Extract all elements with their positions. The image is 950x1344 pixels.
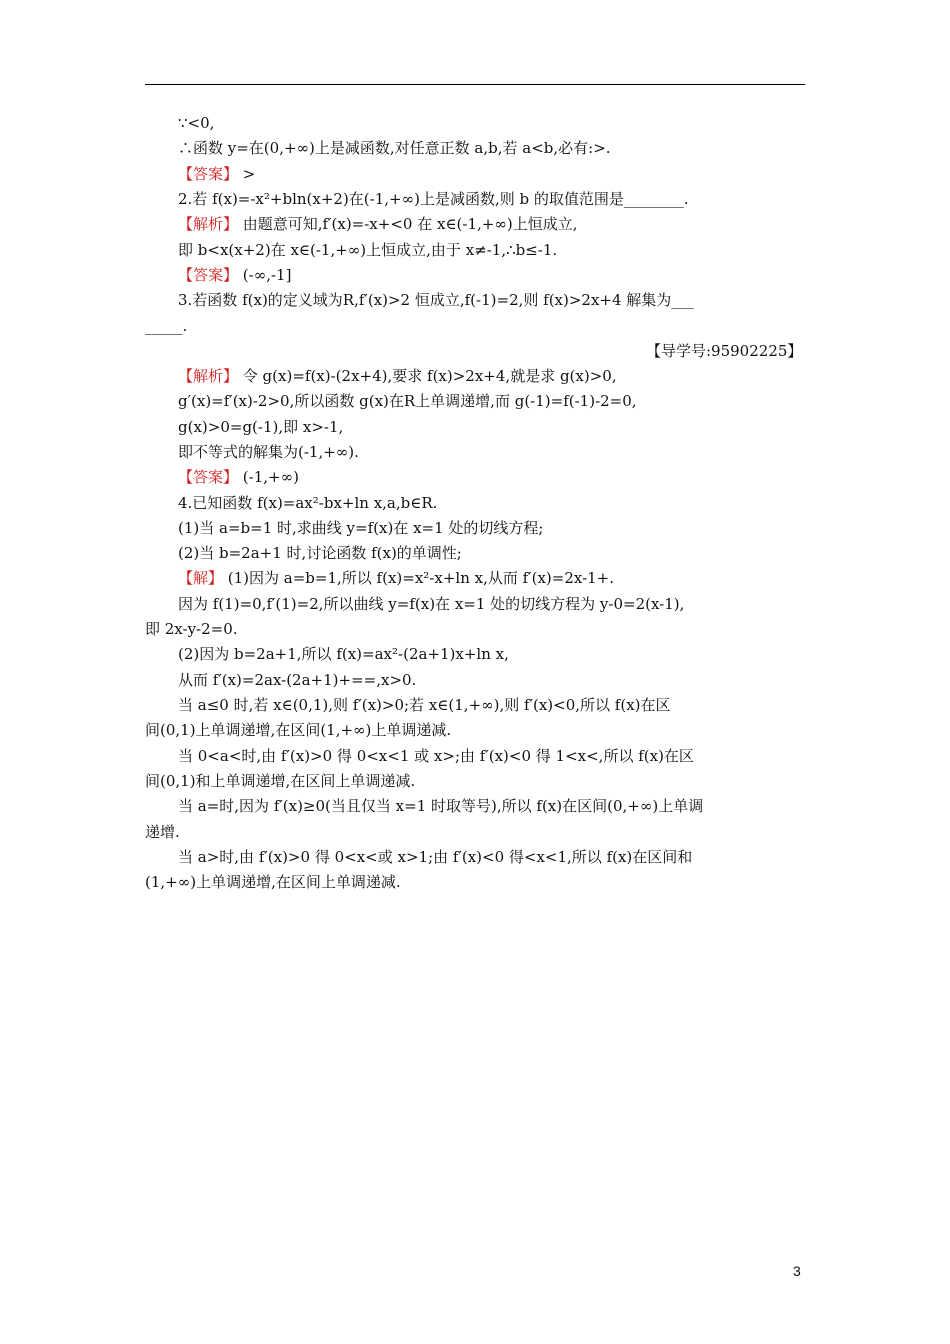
line-text: 因为 f(1)=0,f′(1)=2,所以曲线 y=f(x)在 x=1 处的切线方程为 y-0=2(x-1), <box>178 595 685 613</box>
section-tag: 【答案】 <box>178 165 239 183</box>
text-line <box>178 644 509 664</box>
text-line <box>178 493 437 513</box>
line-text: 当 a=时,因为 f′(x)≥0(当且仅当 x=1 时取等号),所以 f(x)在区间(0,+∞)上单调 <box>178 797 704 815</box>
line-text: 即 b<x(x+2)在 x∈(-1,+∞)上恒成立,由于 x≠-1,∴b≤-1. <box>178 241 558 259</box>
line-text: 当 a>时,由 f′(x)>0 得 0<x<或 x>1;由 f′(x)<0 得<x<1,所以 f(x)在区间和 <box>178 848 693 866</box>
text-line <box>178 670 416 690</box>
line-text: (1)因为 a=b=1,所以 f(x)=x²-x+ln x,从而 f′(x)=2x-1+. <box>223 569 615 587</box>
text-line <box>178 214 577 234</box>
line-text: 2.若 f(x)=-x²+bln(x+2)在(-1,+∞)上是减函数,则 b 的取值范围是________. <box>178 190 689 208</box>
text-line <box>145 720 451 740</box>
line-text: (-1,+∞) <box>238 468 299 486</box>
text-line <box>178 568 614 588</box>
text-line <box>178 796 703 816</box>
line-text: 令 g(x)=f(x)-(2x+4),要求 f(x)>2x+4,就是求 g(x)>0, <box>238 367 617 385</box>
text-line <box>178 417 343 437</box>
line-text: 即不等式的解集为(-1,+∞). <box>178 443 359 461</box>
line-text: 即 2x-y-2=0. <box>145 620 238 638</box>
line-text: ∵<0, <box>178 114 215 132</box>
line-text: (2)因为 b=2a+1,所以 f(x)=ax²-(2a+1)x+ln x, <box>178 645 509 663</box>
text-line <box>178 240 557 260</box>
line-text: 当 a≤0 时,若 x∈(0,1),则 f′(x)>0;若 x∈(1,+∞),则 f′(x)<0,所以 f(x)在区 <box>178 696 671 714</box>
text-line <box>178 164 255 184</box>
text-line <box>178 746 694 766</box>
text-line <box>178 543 462 563</box>
section-tag: 【答案】 <box>178 468 239 486</box>
text-line <box>178 391 637 411</box>
line-text: g′(x)=f′(x)-2>0,所以函数 g(x)在R上单调递增,而 g(-1)=f(-1)-2=0, <box>178 392 637 410</box>
text-line <box>178 518 543 538</box>
line-text: 间(0,1)和上单调递增,在区间上单调递减. <box>145 772 416 790</box>
text-line <box>178 695 671 715</box>
text-line <box>178 113 214 133</box>
text-line <box>178 442 359 462</box>
line-text: (1)当 a=b=1 时,求曲线 y=f(x)在 x=1 处的切线方程; <box>178 519 544 537</box>
line-text: 当 0<a<时,由 f′(x)>0 得 0<x<1 或 x>;由 f′(x)<0 得 1<x<,所以 f(x)在区 <box>178 747 694 765</box>
text-line <box>178 366 617 386</box>
line-text: 间(0,1)上单调递增,在区间(1,+∞)上单调递减. <box>145 721 452 739</box>
text-line <box>178 847 692 867</box>
text-line <box>145 619 238 639</box>
line-text: (-∞,-1] <box>238 266 292 284</box>
line-text: g(x)>0=g(-1),即 x>-1, <box>178 418 344 436</box>
line-text: 3.若函数 f(x)的定义域为R,f′(x)>2 恒成立,f(-1)=2,则 f(x)>2x+4 解集为___ <box>178 291 694 309</box>
text-line <box>178 189 689 209</box>
text-line <box>646 341 802 361</box>
header-rule <box>145 84 805 85</box>
text-line <box>178 290 694 310</box>
page-number: 3 <box>793 1263 801 1279</box>
text-line <box>145 771 415 791</box>
section-tag: 【答案】 <box>178 266 239 284</box>
line-text: (1,+∞)上单调递增,在区间上单调递减. <box>145 873 401 891</box>
text-line <box>145 316 187 336</box>
text-line <box>145 822 180 842</box>
section-tag: 【解析】 <box>178 367 239 385</box>
line-text: 从而 f′(x)=2ax-(2a+1)+==,x>0. <box>178 671 417 689</box>
text-line <box>145 872 401 892</box>
section-tag: 【解】 <box>178 569 224 587</box>
line-text: 由题意可知,f′(x)=-x+<0 在 x∈(-1,+∞)上恒成立, <box>238 215 578 233</box>
text-line <box>178 138 611 158</box>
line-text: 【导学号:95902225】 <box>646 342 803 360</box>
line-text: 4.已知函数 f(x)=ax²-bx+ln x,a,b∈R. <box>178 494 438 512</box>
line-text: ∴函数 y=在(0,+∞)上是减函数,对任意正数 a,b,若 a<b,必有:>. <box>178 139 611 157</box>
line-text: _____. <box>145 317 188 335</box>
line-text: (2)当 b=2a+1 时,讨论函数 f(x)的单调性; <box>178 544 462 562</box>
text-line <box>178 467 299 487</box>
section-tag: 【解析】 <box>178 215 239 233</box>
line-text: 递增. <box>145 823 180 841</box>
text-line <box>178 594 684 614</box>
line-text: > <box>238 165 256 183</box>
text-line <box>178 265 291 285</box>
